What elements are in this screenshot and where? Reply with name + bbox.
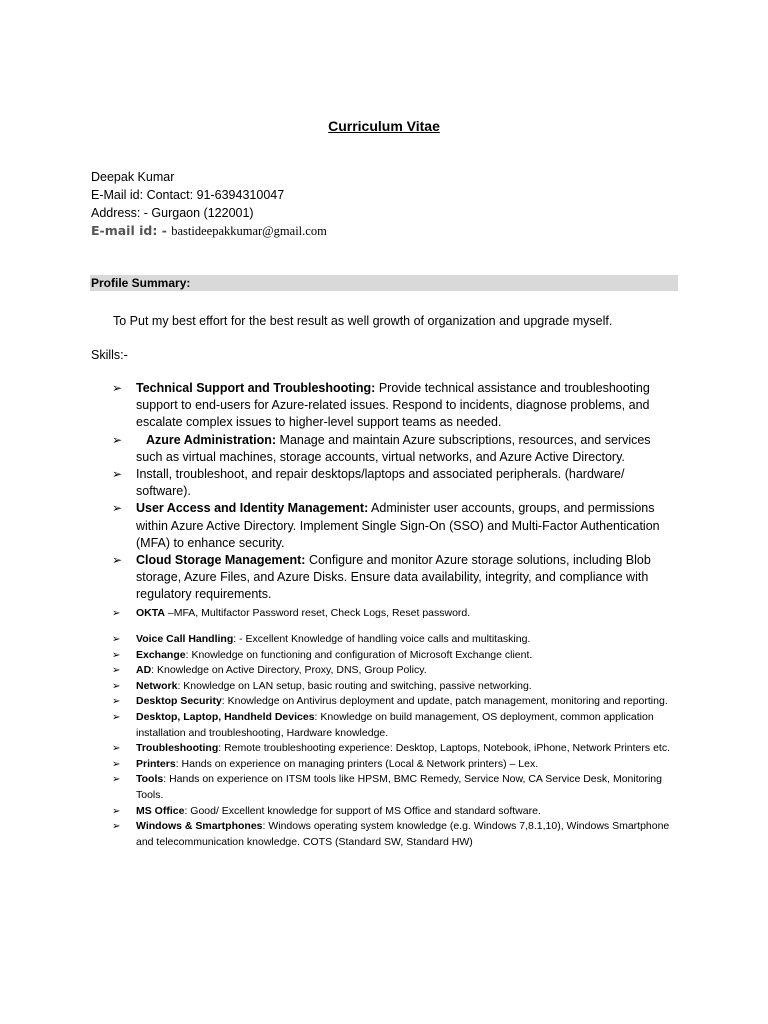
arrow-bullet-icon: ➢ (112, 634, 121, 645)
list-item: ➢ Voice Call Handling: - Excellent Knowledge of handling voice calls and multitasking. (112, 632, 672, 648)
contact-email (91, 222, 327, 240)
arrow-bullet-icon: ➢ (112, 649, 121, 661)
skills-detail-list (112, 632, 672, 850)
list-item: ➢ Printers: Hands on experience on managing printers (Local & Network printers) – Lex. (112, 757, 672, 773)
arrow-bullet-icon: ➢ (112, 743, 121, 755)
arrow-bullet-icon: ➢ (112, 758, 121, 770)
arrow-bullet-icon: ➢ (112, 501, 123, 516)
skills-main-list (112, 380, 672, 604)
list-item: ➢ Exchange: Knowledge on functioning and configuration of Microsoft Exchange client. (112, 648, 672, 664)
skills-heading: Skills:- (91, 348, 128, 362)
arrow-bullet-icon: ➢ (112, 774, 121, 786)
list-item: ➢ Technical Support and Troubleshooting: Provide technical assistance and troubleshooting support to end-users for Azure-related issues. Respond to incidents, diagnose problems, and escalate complex issues to higher-level support teams as needed. (112, 381, 650, 430)
arrow-bullet-icon: ➢ (112, 696, 121, 708)
list-item: ➢ Network: Knowledge on LAN setup, basic routing and switching, passive networking. (112, 679, 672, 695)
arrow-bullet-icon: ➢ (112, 432, 123, 447)
contact-phone: E-Mail id: Contact: 91-6394310047 (91, 188, 285, 202)
email-label: E-mail id: - (91, 223, 172, 238)
page-title: Curriculum Vitae (328, 118, 440, 134)
arrow-bullet-icon: ➢ (112, 467, 123, 482)
list-item: ➢ Azure Administration: Manage and maintain Azure subscriptions, resources, and services such as virtual machines, storage accounts, virtual networks, and Azure Active Directory. (112, 432, 651, 464)
list-item: ➢ Tools: Hands on experience on ITSM tools like HPSM, BMC Remedy, Service Now, CA Service Desk, Monitoring Tools. (112, 773, 662, 801)
arrow-bullet-icon: ➢ (112, 553, 123, 568)
email-value: bastideepakkumar@gmail.com (171, 224, 327, 238)
arrow-bullet-icon: ➢ (112, 821, 121, 833)
contact-address: Address: - Gurgaon (122001) (91, 206, 254, 220)
list-item: ➢ MS Office: Good/ Excellent knowledge for support of MS Office and standard software. (112, 804, 672, 820)
list-item: ➢ Desktop Security: Knowledge on Antivirus deployment and update, patch management, monitoring and reporting. (112, 694, 672, 710)
list-item: ➢ Install, troubleshoot, and repair desktops/laptops and associated peripherals. (hardware/ software). (112, 467, 625, 499)
okta-item: ➢ OKTA –MFA, Multifactor Password reset, Check Logs, Reset password. (112, 606, 672, 622)
list-item: ➢ Desktop, Laptop, Handheld Devices: Knowledge on build management, OS deployment, common application installation and troubleshooting, Hardware knowledge. (112, 710, 654, 739)
arrow-bullet-icon: ➢ (112, 381, 123, 395)
contact-block (91, 168, 327, 240)
list-item: ➢ Windows & Smartphones: Windows operating system knowledge (e.g. Windows 7,8.1,10), Windows Smartphone and telecommunication knowledge. COTS (Standard SW, Standard HW) (112, 820, 670, 848)
list-item: ➢ Cloud Storage Management: Configure and monitor Azure storage solutions, including Blob storage, Azure Files, and Azure Disks. Ensure data availability, integrity, and compliance with regulatory requirements. (112, 553, 651, 602)
profile-summary-heading: Profile Summary: (90, 275, 678, 291)
candidate-name: Deepak Kumar (91, 170, 175, 184)
arrow-bullet-icon: ➢ (112, 680, 121, 692)
arrow-bullet-icon: ➢ (112, 711, 121, 723)
list-item: ➢ AD: Knowledge on Active Directory, Proxy, DNS, Group Policy. (112, 663, 672, 679)
objective-text: To Put my best effort for the best result as well growth of organization and upgrade myself. (113, 314, 613, 328)
arrow-bullet-icon: ➢ (112, 608, 121, 619)
list-item: ➢ User Access and Identity Management: Administer user accounts, groups, and permissions within Azure Active Directory. Implement Single Sign-On (SSO) and Multi-Factor Authentication (MFA) to enhance security. (112, 501, 660, 550)
arrow-bullet-icon: ➢ (112, 665, 121, 677)
list-item: ➢ Troubleshooting: Remote troubleshooting experience: Desktop, Laptops, Notebook, iPhone, Network Printers etc. (112, 741, 672, 757)
arrow-bullet-icon: ➢ (112, 805, 121, 817)
